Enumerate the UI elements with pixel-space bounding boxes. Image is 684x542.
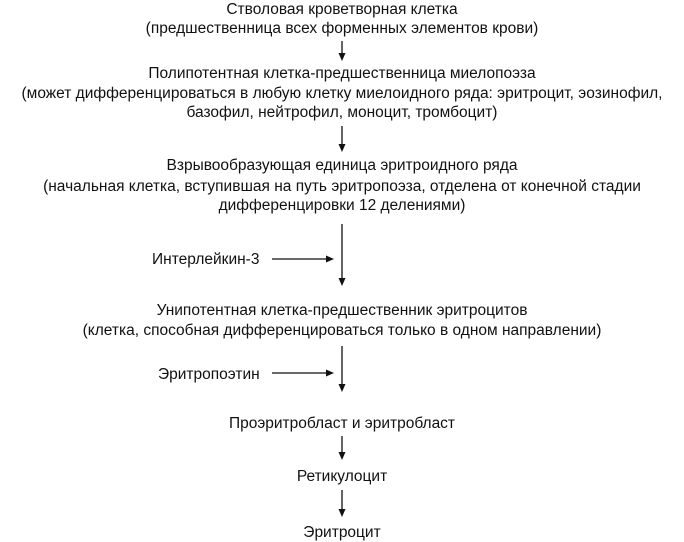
arrow-down-icon [339,224,346,286]
stage-proerythroblast-title: Проэритробласт и эритробласт [228,415,456,432]
stage-myeloid-progenitor-note-1: (может дифференцироваться в любую клетку миелоидного ряда: эритроцит, эозинофил, [21,85,663,102]
stage-reticulocyte-title: Ретикулоцит [296,468,388,485]
stage-bfu-e-title: Взрывообразующая единица эритроидного ряда [166,157,518,174]
arrow-right-icon [272,370,334,377]
stage-myeloid-progenitor-title: Полипотентная клетка-предшественница миелопоэза [148,65,536,82]
stage-myeloid-progenitor-note-2: базофил, нейтрофил, моноцит, тромбоцит) [186,104,498,121]
stage-bfu-e-note-2: дифференцировки 12 делениями) [218,197,466,214]
stage-unipotent-progenitor-title: Унипотентная клетка-предшественник эритроцитов [156,302,528,319]
stage-stem-cell-note: (предшественница всех форменных элементов крови) [145,20,539,37]
stage-bfu-e-note-1: (начальная клетка, вступившая на путь эритропоэза, отделена от конечной стадии [43,178,641,195]
arrow-down-icon [339,346,346,392]
arrow-down-icon [339,490,346,517]
arrow-down-icon [339,41,346,61]
factor-interleukin-3-label: Интерлейкин-3 [152,251,260,268]
factor-erythropoietin-label: Эритропоэтин [158,366,260,383]
stage-unipotent-progenitor-note: (клетка, способная дифференцироваться только в одном направлении) [82,322,602,339]
arrow-down-icon [339,126,346,152]
arrow-down-icon [339,436,346,460]
stage-stem-cell-title: Стволовая кроветворная клетка [226,1,458,18]
stage-erythrocyte-title: Эритроцит [303,524,381,541]
arrow-right-icon [272,256,334,263]
